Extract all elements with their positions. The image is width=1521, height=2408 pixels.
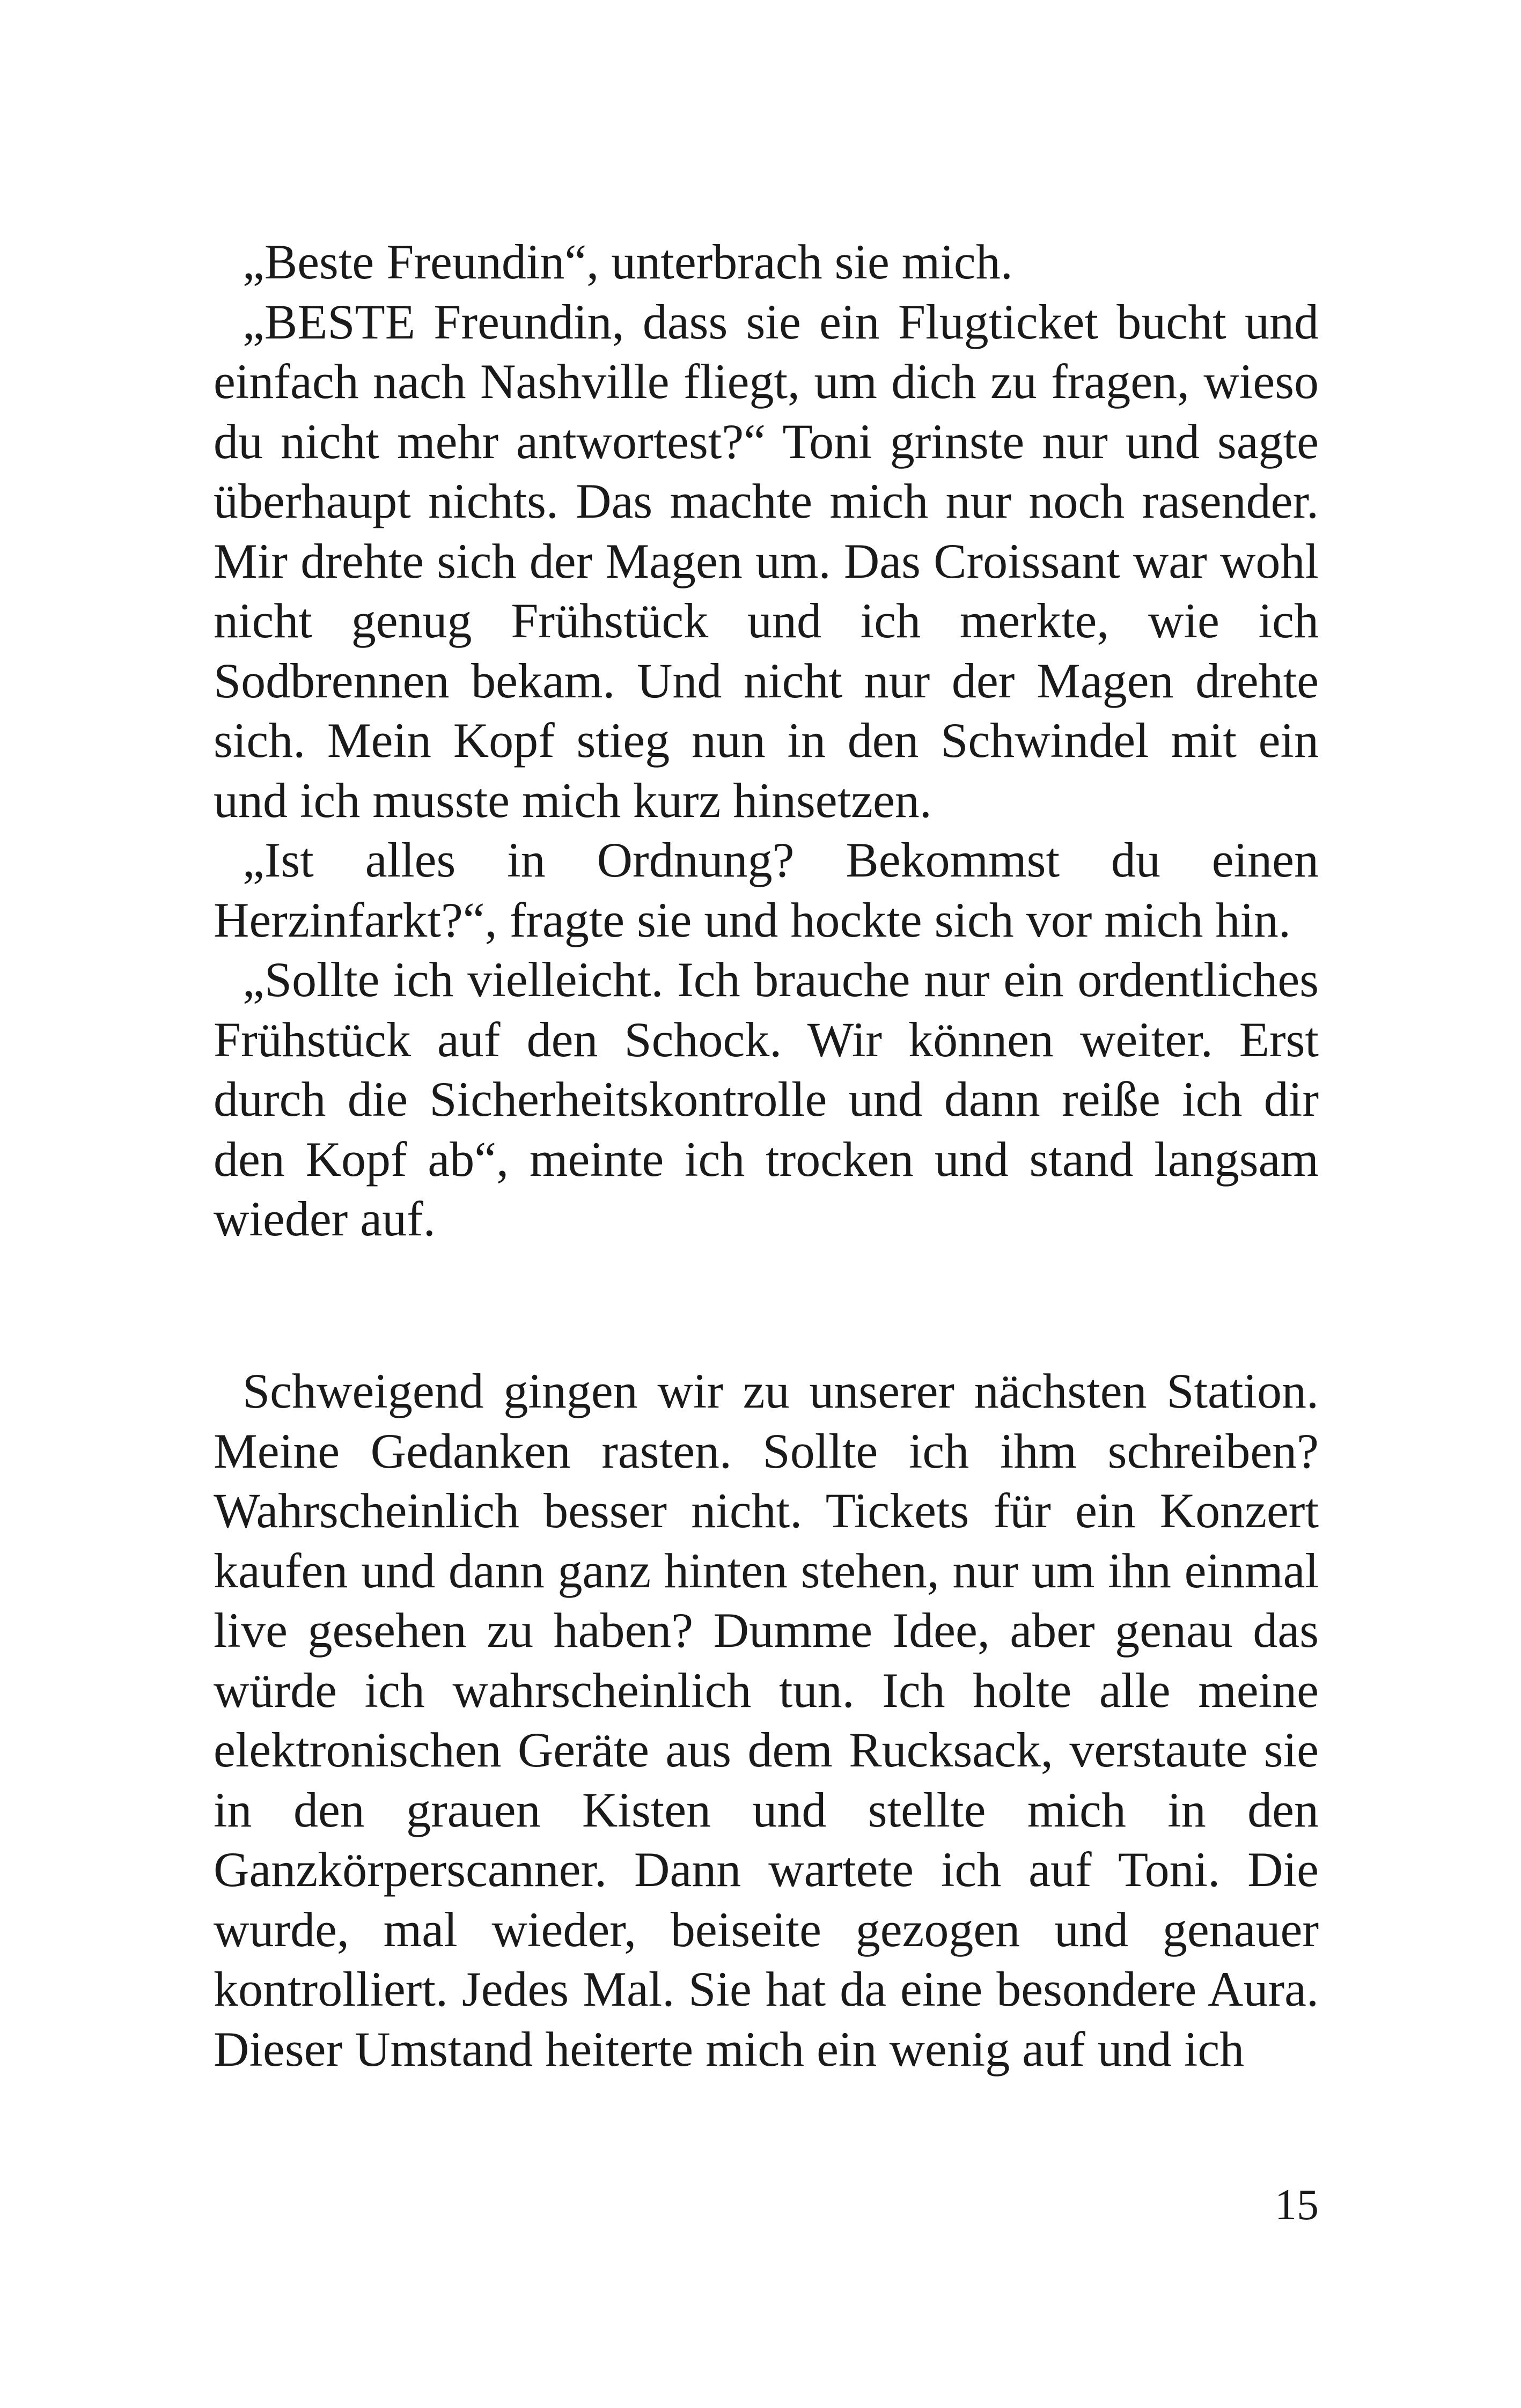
paragraph: „Sollte ich vielleicht. Ich brauche nur ein ordentliches Frühstück auf den Schock. Wir können weiter. Erst durch die Sicherheitskontrolle und dann reiße ich dir den Kopf ab“, meinte ich trocken und stand langsam wieder auf. [214, 952, 1319, 1246]
paragraph: Schweigend gingen wir zu unserer nächsten Station. Meine Gedanken rasten. Sollte ich ihm schreiben? Wahrscheinlich besser nicht. Tickets für ein Konzert kaufen und dann ganz hinten stehen, nur um ihn einmal live gesehen zu haben? Dumme Idee, aber genau das würde ich wahrscheinlich tun. Ich holte alle meine elektronischen Geräte aus dem Rucksack, verstaute sie in den grauen Kisten und stellte mich in den Ganzkörperscanner. Dann wartete ich auf Toni. Die wurde, mal wieder, beiseite gezogen und genauer kontrolliert. Jedes Mal. Sie hat da eine besondere Aura. Dieser Umstand heiterte mich ein wenig auf und ich [214, 1364, 1319, 2076]
scene-1-text [214, 232, 1319, 1249]
paragraph: „Beste Freundin“, unterbrach sie mich. [243, 234, 1013, 289]
scene-2-text [214, 1361, 1319, 2079]
page-number: 15 [1275, 2180, 1319, 2229]
paragraph: „BESTE Freundin, dass sie ein Flugticket bucht und einfach nach Nashville fliegt, um dich zu fragen, wieso du nicht mehr antwortest?“ Toni grinste nur und sagte überhaupt nichts. Das machte mich nur noch rasender. Mir drehte sich der Magen um. Das Croissant war wohl nicht genug Frühstück und ich merkte, wie ich Sodbrennen bekam. Und nicht nur der Magen drehte sich. Mein Kopf stieg nun in den Schwindel mit ein und ich musste mich kurz hinsetzen. [214, 294, 1319, 828]
paragraph: „Ist alles in Ordnung? Bekommst du einen Herzinfarkt?“, fragte sie und hockte sich vor mich hin. [214, 833, 1319, 947]
